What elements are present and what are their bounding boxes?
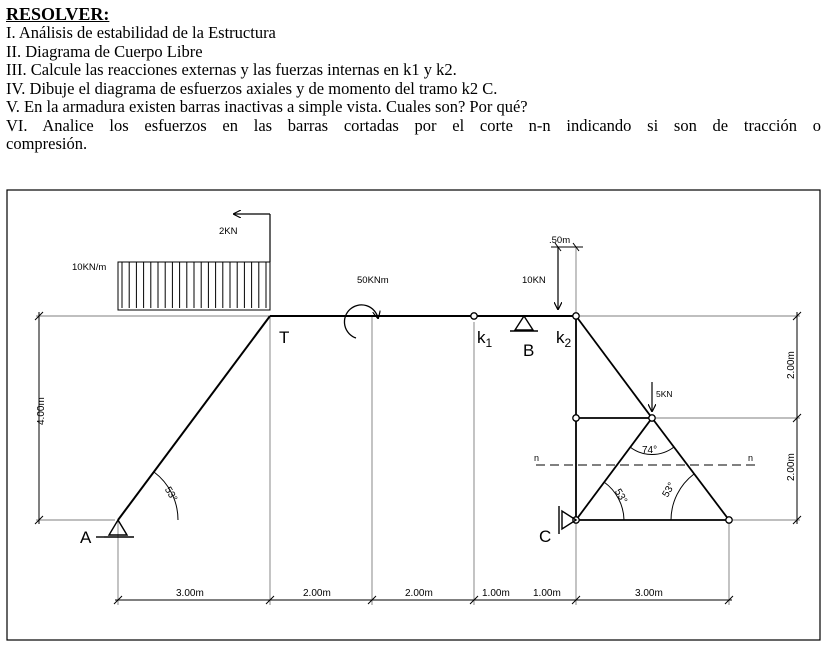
node-label-k1: $k_1$ [477, 328, 493, 350]
dimension-label-h1: 3.00m [176, 588, 204, 599]
bar-C-apex [576, 418, 652, 520]
node-label-C: C [539, 527, 552, 546]
load-label-moment: 50KNm [357, 275, 389, 286]
support-B [510, 316, 538, 331]
node-label-B: B [523, 341, 535, 360]
question-6-continuation: compresión. [6, 134, 88, 153]
node-label-A: A [80, 528, 92, 547]
figure-frame [7, 190, 820, 640]
bar-apex-right [652, 418, 729, 520]
angle-label-left-base: 53° [611, 487, 630, 506]
node-label-k2: $k_2$ [556, 328, 572, 350]
node-label-T: T [279, 328, 290, 347]
load-label-10kn: 10KN [522, 275, 546, 286]
question-6: VI. Analice los esfuerzos en las barras cortadas por el corte n-n indicando si son de tracción o [6, 115, 821, 135]
angle-arcs [154, 447, 694, 520]
load-label-2kn: 2KN [219, 226, 238, 237]
angle-label-apex: 74° [642, 445, 658, 456]
section-label-right: n [748, 453, 754, 463]
dimension-label-offset: .50m [549, 235, 571, 246]
section-label-left: n [534, 453, 540, 463]
dimension-label-h5: 1.00m [533, 588, 561, 599]
dimension-label-h3: 2.00m [405, 588, 433, 599]
dimension-label-left-height: 4.00m [36, 397, 47, 425]
frame-members [118, 316, 576, 520]
node-right [726, 517, 732, 523]
support-A [96, 520, 134, 537]
angle-label-right-base: 53° [660, 480, 678, 500]
bar-k2-apex [576, 316, 652, 418]
node-apex [649, 415, 655, 421]
load-label-distributed: 10KN/m [72, 262, 107, 273]
angle-label-A: 53° [161, 485, 180, 504]
question-3: III. Calcule las reacciones externas y las fuerzas internas en k1 y k2. [6, 60, 457, 79]
point-load-2kn-arrow [234, 214, 270, 262]
distributed-load [118, 262, 270, 310]
dimension-label-right-lower: 2.00m [786, 453, 797, 481]
question-4: IV. Dibuje el diagrama de esfuerzos axiales y de momento del tramo k2 C. [6, 78, 498, 98]
dimension-label-h2: 2.00m [303, 588, 331, 599]
question-2: II. Diagrama de Cuerpo Libre [6, 41, 203, 61]
question-1: I. Análisis de estabilidad de la Estructura [6, 23, 276, 42]
dimension-label-h4: 1.00m [482, 588, 510, 599]
moment-arrow [344, 305, 378, 338]
hinge-k1 [471, 313, 477, 319]
member-A-T [118, 316, 270, 520]
node-mid [573, 415, 579, 421]
load-label-5kn: 5KN [656, 389, 673, 399]
problem-title: RESOLVER: [6, 4, 110, 24]
dimension-label-right-upper: 2.00m [786, 351, 797, 379]
dimension-label-h6: 3.00m [635, 588, 663, 599]
hinge-k2 [573, 313, 579, 319]
question-5: V. En la armadura existen barras inactivas a simple vista. Cuales son? Por qué? [6, 97, 528, 116]
